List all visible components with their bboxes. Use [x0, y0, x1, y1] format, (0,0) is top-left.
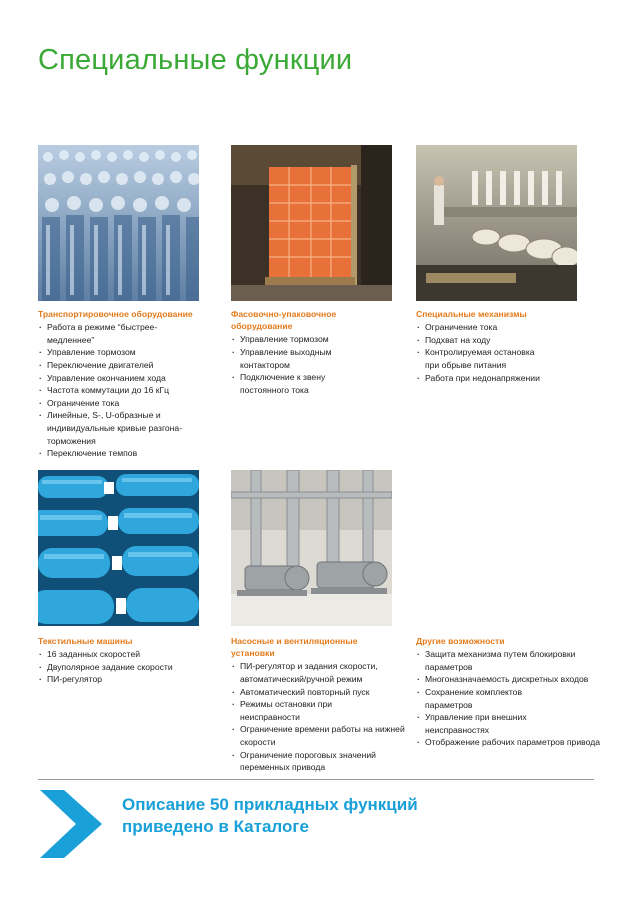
list-item: · Отображение рабочих параметров привода [416, 736, 601, 749]
divider [38, 779, 594, 780]
list-item: · Работа в режиме “быстрее-медленнее” [38, 321, 223, 346]
section-transport [38, 308, 223, 460]
list-item: · ПИ-регулятор и задания скорости, автоматический/ручной режим [231, 660, 416, 685]
photo-pallet [231, 145, 392, 301]
photo-textile-bobbins [38, 470, 199, 626]
list-item: · Переключение двигателей [38, 359, 223, 372]
section-special [416, 308, 601, 384]
list-item: · Контролируемая остановка при обрыве питания [416, 346, 601, 371]
feature-list [416, 648, 601, 749]
list-item: · Частота коммутации до 16 кГц [38, 384, 223, 397]
section-heading: Фасовочно-упаковочное оборудование [231, 309, 337, 332]
list-item: · Ограничение тока [38, 397, 223, 410]
feature-list [231, 660, 416, 773]
section-other [416, 635, 601, 749]
section-heading: Транспортировочное оборудование [38, 309, 193, 319]
catalog-note-line1: Описание 50 прикладных функций [122, 795, 418, 814]
section-packaging [231, 308, 416, 396]
photo-pump-station [231, 470, 392, 626]
section-heading: Текстильные машины [38, 636, 133, 646]
feature-list [416, 321, 601, 384]
list-item: · Управление тормозом [231, 333, 416, 346]
list-item: · Ограничение тока [416, 321, 601, 334]
list-item: · Сохранение комплектов параметров [416, 686, 601, 711]
list-item: · Подхват на ходу [416, 334, 601, 347]
list-item: · Управление выходным контактором [231, 346, 416, 371]
feature-list [38, 648, 223, 686]
section-heading: Специальные механизмы [416, 309, 527, 319]
chevron-right-icon [40, 790, 102, 858]
list-item: · Управление тормозом [38, 346, 223, 359]
list-item: · Автоматический повторный пуск [231, 686, 416, 699]
list-item: · Ограничение времени работы на нижней скорости [231, 723, 416, 748]
list-item: · Работа при недонапряжении [416, 372, 601, 385]
section-pumps [231, 635, 416, 774]
list-item: · 16 заданных скоростей [38, 648, 223, 661]
section-heading: Насосные и вентиляционные установки [231, 636, 358, 659]
list-item: · Управление окончанием хода [38, 372, 223, 385]
list-item: · Многоназначаемость дискретных входов [416, 673, 601, 686]
list-item: · Подключение к звену постоянного тока [231, 371, 416, 396]
page-title: Специальные функции [38, 44, 353, 76]
photo-bottles [38, 145, 199, 301]
feature-list [38, 321, 223, 460]
list-item: · ПИ-регулятор [38, 673, 223, 686]
list-item: · Защита механизма путем блокировки параметров [416, 648, 601, 673]
section-textile [38, 635, 223, 686]
feature-list [231, 333, 416, 396]
list-item: · Управление при внешних неисправностях [416, 711, 601, 736]
list-item: · Ограничение пороговых значений переменных привода [231, 749, 416, 774]
section-heading: Другие возможности [416, 636, 505, 646]
photo-spinning-machines [416, 145, 577, 301]
catalog-note [122, 794, 418, 838]
list-item: · Режимы остановки при неисправности [231, 698, 416, 723]
list-item: · Двуполярное задание скорости [38, 661, 223, 674]
list-item: · Линейные, S-, U-образные и индивидуальные кривые разгона-торможения [38, 409, 223, 447]
catalog-note-line2: приведено в Каталоге [122, 817, 309, 836]
list-item: · Переключение темпов [38, 447, 223, 460]
